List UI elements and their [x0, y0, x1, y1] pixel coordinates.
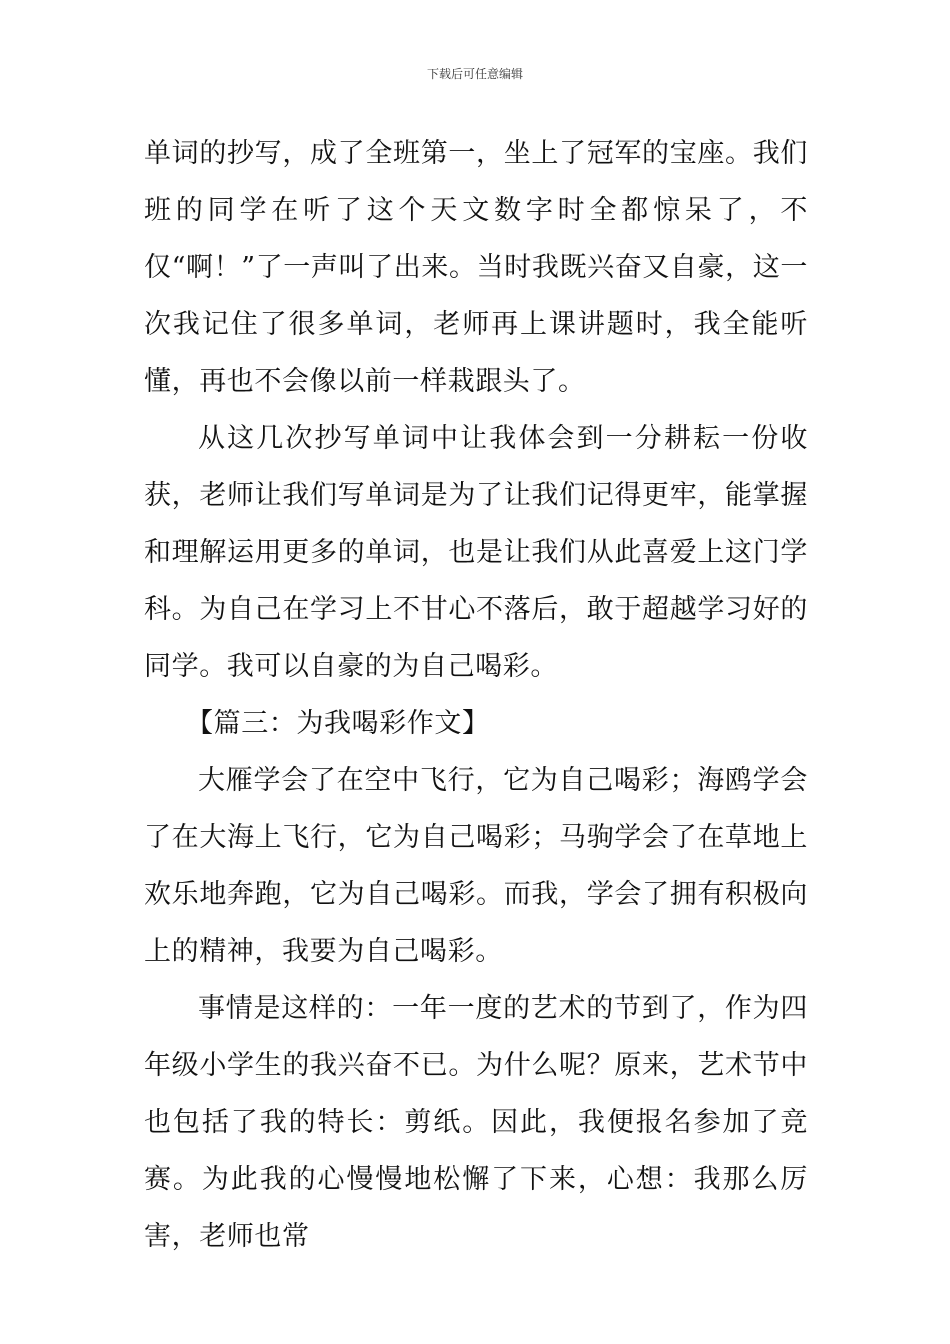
document-body: [144, 125, 808, 1265]
paragraph-4: 事情是这样的：一年一度的艺术的节到了，作为四年级小学生的我兴奋不已。为什么呢？原来，艺术节中也包括了我的特长：剪纸。因此，我便报名参加了竞赛。为此我的心慢慢地松懈了下来，心想：我那么厉害，老师也常: [144, 993, 808, 1252]
paragraph-1: 单词的抄写，成了全班第一，坐上了冠军的宝座。我们班的同学在听了这个天文数字时全都惊呆了，不仅“啊！”了一声叫了出来。当时我既兴奋又自豪，这一次我记住了很多单词，老师再上课讲题时，我全能听懂，再也不会像以前一样栽跟头了。: [144, 138, 808, 397]
section-heading: 【篇三：为我喝彩作文】: [186, 708, 490, 739]
page-header: 下载后可任意编辑: [426, 67, 523, 81]
paragraph-2: 从这几次抄写单词中让我体会到一分耕耘一份收获，老师让我们写单词是为了让我们记得更牢，能掌握和理解运用更多的单词，也是让我们从此喜爱上这门学科。为自己在学习上不甘心不落后，敢于超越学习好的同学。我可以自豪的为自己喝彩。: [144, 423, 808, 682]
paragraph-3: 大雁学会了在空中飞行，它为自己喝彩；海鸥学会了在大海上飞行，它为自己喝彩；马驹学会了在草地上欢乐地奔跑，它为自己喝彩。而我，学会了拥有积极向上的精神，我要为自己喝彩。: [144, 765, 808, 967]
